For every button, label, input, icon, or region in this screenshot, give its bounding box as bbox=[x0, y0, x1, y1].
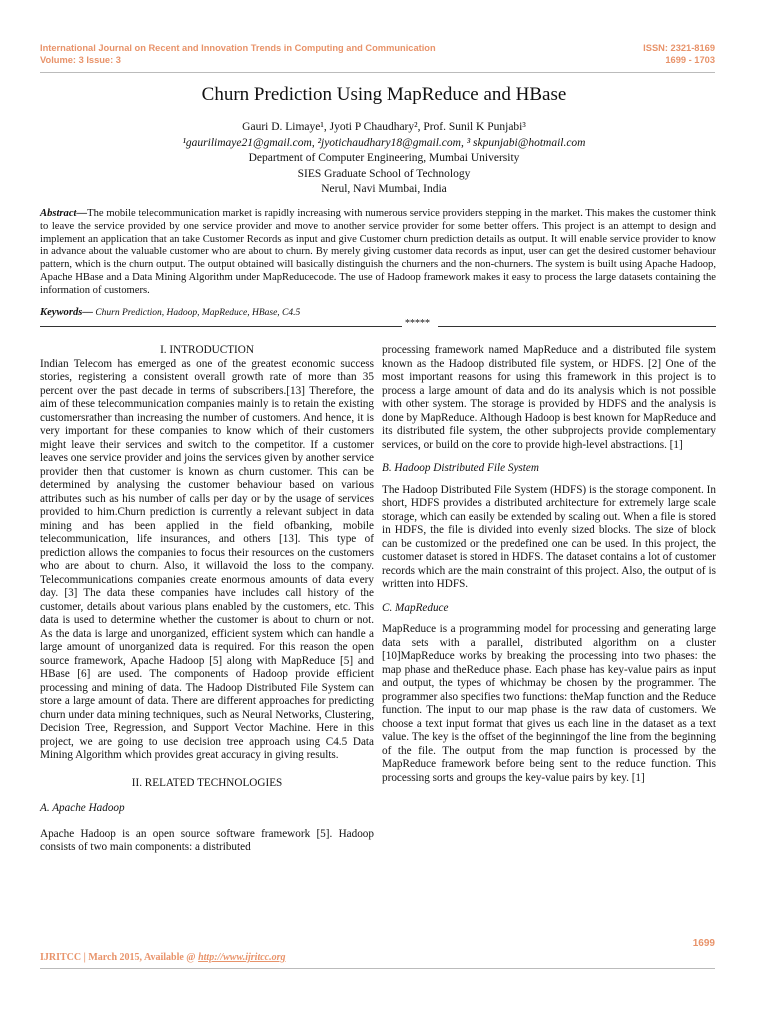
page-number: 1699 bbox=[692, 938, 715, 949]
journal-link[interactable]: http://www.ijritcc.org bbox=[198, 952, 286, 963]
author-block bbox=[0, 120, 768, 198]
separator-line-right bbox=[438, 326, 716, 327]
right-column bbox=[382, 344, 716, 785]
footer-text: IJRITCC | March 2015, Available @ bbox=[40, 952, 199, 963]
issn: ISSN: 2321-8169 bbox=[643, 43, 715, 53]
hdfs-text: The Hadoop Distributed File System (HDFS) is the storage component. In short, HDFS provides a distributed architecture for extremely large scale storage, which can easily be extended by scaling out. When a file is stored in HDFS, the file is divided into evenly sized blocks. The size of block can be customized or the predefined one can be used. In this project, the customer dataset is stored in HDFS. The dataset contains a lot of customer records which are the main constraint of this project. Also, the output of is written into HDFS. bbox=[382, 483, 716, 590]
journal-volume: Volume: 3 Issue: 3 bbox=[40, 55, 121, 65]
journal-name: International Journal on Recent and Innovation Trends in Computing and Communication bbox=[40, 43, 436, 53]
section-separator bbox=[40, 319, 716, 331]
header-rule bbox=[40, 72, 715, 73]
abstract bbox=[40, 208, 716, 298]
subsection-heading-mapreduce: C. MapReduce bbox=[382, 601, 449, 614]
page-range: 1699 - 1703 bbox=[665, 55, 715, 65]
subsection-heading-hadoop: A. Apache Hadoop bbox=[40, 802, 125, 814]
department: Department of Computer Engineering, Mumbai University bbox=[248, 152, 520, 164]
separator-line-left bbox=[40, 326, 402, 327]
footer bbox=[40, 952, 286, 963]
author-names: Gauri D. Limaye¹, Jyoti P Chaudhary², Prof. Sunil K Punjabi³ bbox=[242, 121, 526, 133]
issn-header bbox=[643, 42, 715, 66]
journal-header bbox=[40, 42, 436, 66]
footer-rule bbox=[40, 968, 715, 969]
mapreduce-text: MapReduce is a programming model for processing and generating large data sets with a parallel, distributed algorithm on a cluster [10]MapReduce works by breaking the processing into two phases: the map phase and theReduce phase. Each phase has key-value pairs as input and output, the types of whichmay be chosen by the programmer. The programmer also specifies two functions: theMap function and the Reduce function. The input to our map phase is the raw data of customers. We choose a text input format that gives us each line in the dataset as a text value. The key is the offset of the beginningof the line from the beginning of the file. The output from the map function is processed by the MapReduce framework before being sent to the reduce function. This processing sorts and groups the key-value pairs by key. [1] bbox=[382, 623, 716, 784]
subsection-heading-hdfs: B. Hadoop Distributed File System bbox=[382, 462, 539, 474]
introduction-text: Indian Telecom has emerged as one of the greatest economic success stories, registering a consistent overall growth rate of more than 35 percent over the past decade in terms of subscribers.[13] Therefore, the aim of these telecommunication companies mainly is to retain the existing customersrather than increasing the number of customers. And hence, it is very important for these companies to know which of their customers might leave their services and switch to the competitor. If a customer leaves one service provider and joins the services given by another service provider then that customer is known as churn customer. This can be determined by analysing the customer behaviour based on various attributes such as his number of calls per day or by the usage of services provided to him.Churn prediction is currently a relevant subject in data mining and has been applied in the field ofbanking, mobile telecommunication, life insurances, and others [13]. This type of prediction allows the companies to focus their resources on the customers who are about to churn. Also, it willavoid the loss to the company. Telecommunications companies create enormous amounts of data every day. [3] The data these companies have includes call history of the customer, details about various plans enabled by the customers, etc. This data is used to determine whether the customer is about to churn or not. As the data is large and unorganized, efficient system which can handle a large amount of unorganized data is required. For this reason the open source framework, Apache Hadoop [5] along with MapReduce [5] and HBase [6] are used. The components of Hadoop provide efficient processing and mining of data. The Hadoop Distributed File System can store a large amount of data. There are different approaches for predicting churn under data mining techniques, such as Neural Networks, Clustering, Decision Tree, Regression, and Support Vector Machine. Here in this project, we are going to use decision tree approach using C4.5 Data Mining Algorithm which provides great accuracy in giving results. bbox=[40, 357, 374, 761]
college: SIES Graduate School of Technology bbox=[297, 167, 471, 180]
separator-stars: ***** bbox=[405, 318, 430, 329]
hadoop-continued-text: processing framework named MapReduce and a distributed file system known as the Hadoop distributed file system, or HDFS. [2] One of the most important reasons for using this framework in this project is to process a large amount of data and do its analysis which is not possible with other system. The storage is provided by HDFS and the analysis is done by MapReduce. Although Hadoop is best known for MapReduce and its distributed file system, the other subprojects provide complementary services, or build on the core to provide high-level abstractions. [1] bbox=[382, 344, 717, 451]
section-heading-introduction: I. INTRODUCTION bbox=[160, 344, 254, 356]
paper-title: Churn Prediction Using MapReduce and HBase bbox=[201, 84, 567, 105]
author-emails: ¹gaurilimaye21@gmail.com, ²jyotichaudhary18@gmail.com, ³ skpunjabi@hotmail.com bbox=[182, 136, 586, 149]
abstract-text: The mobile telecommunication market is rapidly increasing with numerous service providers stepping in the market. This makes the customer think to leave the service provided by one service provider and move to another service provider for some better offers. This project is an attempt to design and implement an application that an take Customer Records as input and give Customer churn prediction details as output. It will enable service provider to know in advance about the valuable customer who are about to churn. By merely giving customer data records as input, user can get the desired customer behaviour pattern, which is the churn output. The output obtained will basically distinguish the churners and the non-churners. The system is built using Apache Hadoop, Apache HBase and a Data Mining Algorithm under MapReducecode. The use of Hadoop framework makes it easy to process the large datasets containing the information of customers. bbox=[40, 208, 716, 296]
left-column bbox=[40, 344, 374, 855]
keywords-label: Keywords— bbox=[40, 307, 93, 318]
location: Nerul, Navi Mumbai, India bbox=[321, 183, 447, 195]
abstract-label: Abstract— bbox=[40, 208, 88, 219]
hadoop-text: Apache Hadoop is an open source software framework [5]. Hadoop consists of two main components: a distributed bbox=[40, 827, 374, 853]
keywords-text: Churn Prediction, Hadoop, MapReduce, HBase, C4.5 bbox=[92, 308, 301, 318]
section-heading-related: II. RELATED TECHNOLOGIES bbox=[131, 776, 283, 789]
keywords bbox=[40, 307, 716, 318]
